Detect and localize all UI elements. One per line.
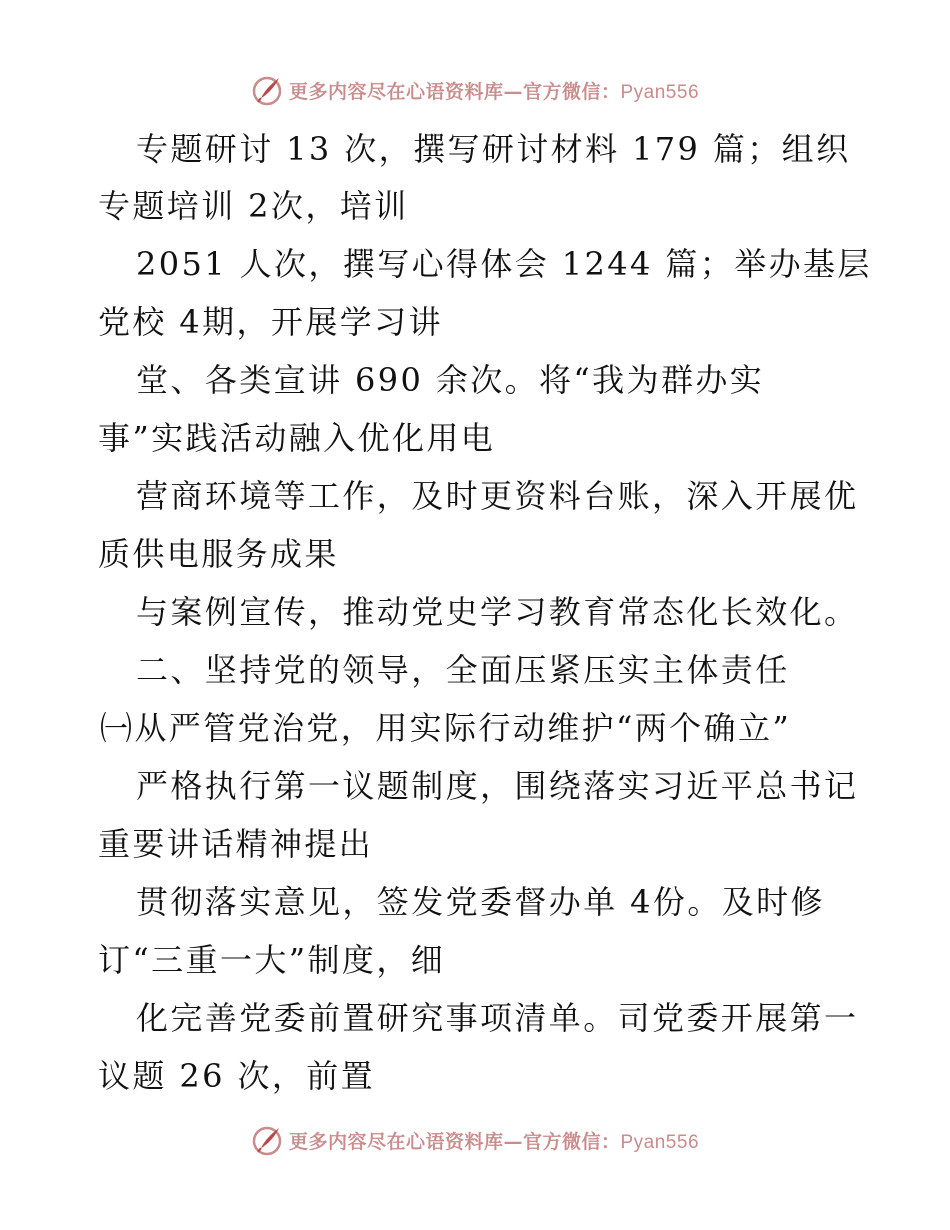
text-line: 与案例宣传，推动党史学习教育常态化长效化。 — [136, 593, 859, 631]
text-line: 贯彻落实意见，签发党委督办单 4份。及时修 — [136, 883, 825, 921]
feather-pen-logo-icon — [251, 74, 283, 106]
text-line: 化完善党委前置研究事项清单。司党委开展第一 — [136, 999, 859, 1037]
text-line: 重要讲话精神提出 — [98, 825, 374, 863]
watermark-text: 更多内容尽在心语资料库—官方微信：Pyan556 — [288, 1130, 700, 1153]
watermark-footer — [0, 1120, 950, 1160]
text-line: 议题 26 次，前置 — [98, 1057, 376, 1095]
text-line: 事”实践活动融入优化用电 — [98, 419, 496, 457]
watermark-wechat-id: Pyan556 — [620, 81, 700, 103]
subsection-heading: ㈠从严管党治党，用实际行动维护“两个确立” — [100, 709, 792, 747]
text-line: 2051 人次，撰写心得体会 1244 篇；举办基层 — [136, 245, 872, 283]
section-heading: 二、坚持党的领导，全面压紧压实主体责任 — [136, 651, 790, 689]
text-line: 严格执行第一议题制度，围绕落实习近平总书记 — [136, 767, 859, 805]
text-line: 营商环境等工作，及时更资料台账，深入开展优 — [136, 477, 859, 515]
text-line: 专题研讨 13 次，撰写研讨材料 179 篇；组织 — [136, 130, 851, 168]
text-line: 质供电服务成果 — [98, 535, 339, 573]
text-line: 专题培训 2次，培训 — [98, 187, 409, 225]
feather-pen-logo-icon — [251, 1124, 283, 1156]
text-line: 订“三重一大”制度，细 — [98, 941, 446, 979]
watermark-text: 更多内容尽在心语资料库—官方微信：Pyan556 — [288, 80, 700, 103]
watermark-wechat-id: Pyan556 — [620, 1131, 700, 1153]
text-line: 党校 4期，开展学习讲 — [98, 303, 443, 341]
text-line: 堂、各类宣讲 690 余次。将“我为群办实 — [136, 361, 765, 399]
watermark-header — [0, 70, 950, 110]
